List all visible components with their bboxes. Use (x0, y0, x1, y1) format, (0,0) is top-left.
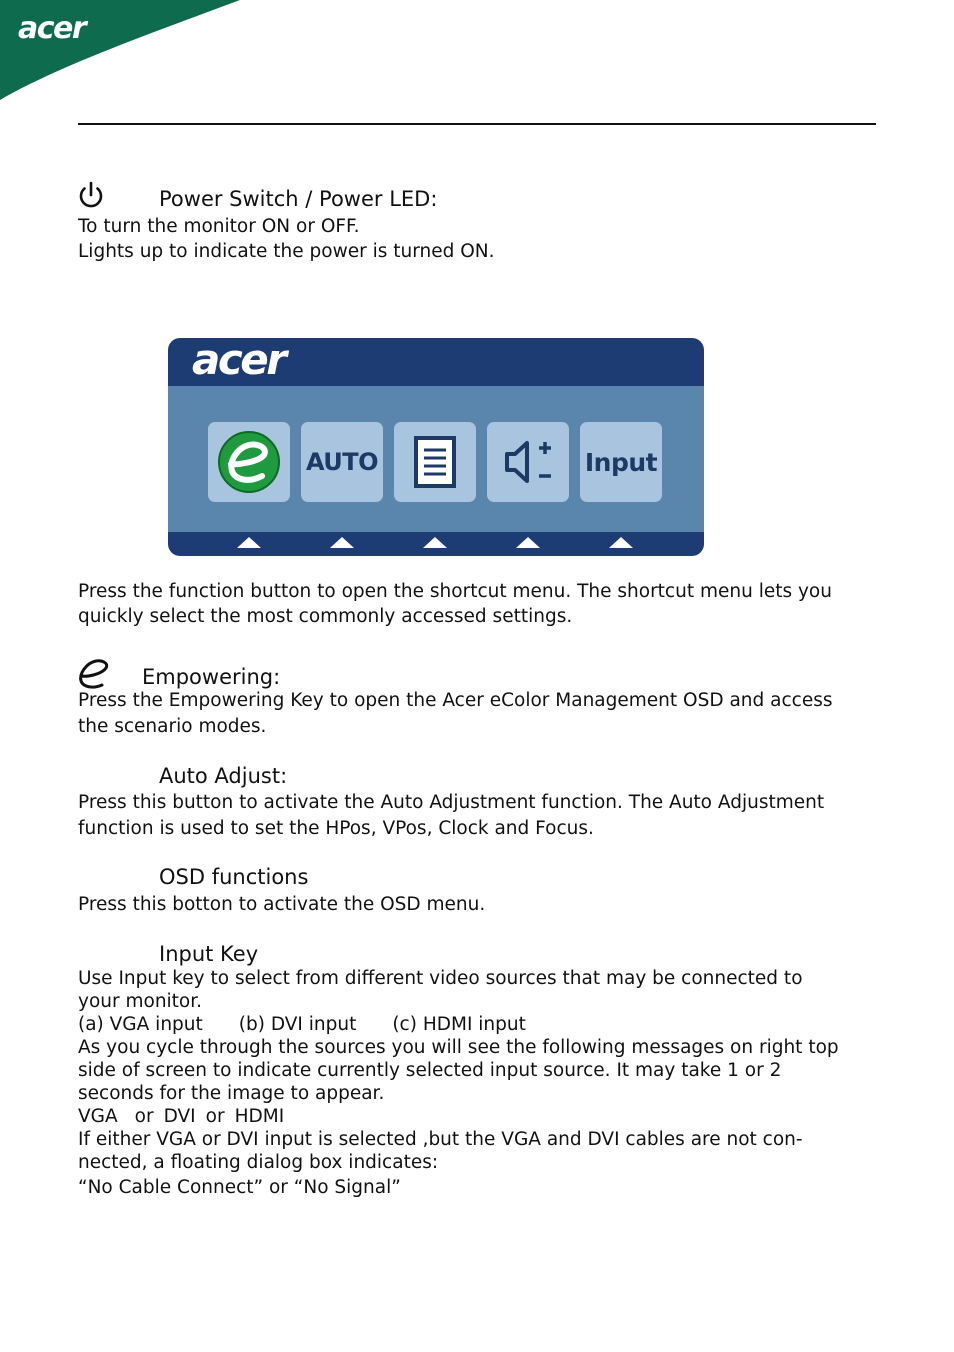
intro-line-2: quickly select the most commonly accessed settings. (78, 606, 573, 627)
input-key-line-8: “No Cable Connect” or “No Signal” (78, 1177, 401, 1198)
power-icon (76, 181, 106, 211)
auto-adjust-line-2: function is used to set the HPos, VPos, Clock and Focus. (78, 818, 594, 839)
empowering-key (208, 422, 290, 502)
input-options (78, 1013, 878, 1036)
input-key-line-5: seconds for the image to appear. (78, 1083, 385, 1104)
menu-list-icon (412, 435, 458, 489)
input-sources (78, 1105, 878, 1128)
input-key-line-4: side of screen to indicate currently selected input source. It may take 1 or 2 (78, 1060, 782, 1081)
input-option-hdmi: (c) HDMI input (392, 1014, 526, 1035)
arrow-up-icon (423, 537, 447, 548)
menu-key (394, 422, 476, 502)
power-line-1: To turn the monitor ON or OFF. (78, 216, 360, 237)
power-line-2: Lights up to indicate the power is turned ON. (78, 241, 495, 262)
auto-adjust-title: Auto Adjust: (159, 764, 288, 788)
source-vga: VGA (78, 1106, 118, 1127)
source-dvi: DVI (163, 1106, 196, 1127)
brand-logo: acer (18, 11, 86, 46)
header-rule (78, 123, 876, 125)
source-or-1: or (134, 1106, 154, 1127)
osd-functions-title: OSD functions (159, 865, 309, 889)
input-key-label: Input (584, 447, 658, 477)
input-key-title: Input Key (159, 942, 259, 966)
power-title: Power Switch / Power LED: (159, 187, 438, 211)
input-key-line-1: Use Input key to select from different video sources that may be connected to (78, 968, 803, 989)
input-key-line-6: If either VGA or DVI input is selected ,but the VGA and DVI cables are not con- (78, 1129, 803, 1150)
input-key-line-7: nected, a floating dialog box indicates: (78, 1152, 439, 1173)
empowering-title: Empowering: (142, 665, 281, 689)
brand-corner (0, 0, 260, 110)
auto-key-label: AUTO (305, 448, 379, 476)
osd-functions-line-1: Press this botton to activate the OSD menu. (78, 894, 486, 915)
auto-adjust-line-1: Press this button to activate the Auto Adjustment function. The Auto Adjustment (78, 792, 825, 813)
arrow-up-icon (609, 537, 633, 548)
arrow-up-icon (330, 537, 354, 548)
empowering-line-1: Press the Empowering Key to open the Acer eColor Management OSD and access (78, 690, 833, 711)
input-option-dvi: (b) DVI input (238, 1014, 357, 1035)
empowering-e-icon (217, 430, 281, 494)
input-key-line-2: your monitor. (78, 991, 203, 1012)
input-key (580, 422, 662, 502)
volume-key (487, 422, 569, 502)
auto-key (301, 422, 383, 502)
input-key-line-3: As you cycle through the sources you will see the following messages on right top (78, 1037, 839, 1058)
source-or-2: or (205, 1106, 225, 1127)
arrow-up-icon (237, 537, 261, 548)
empowering-e-icon (76, 658, 112, 690)
intro-line-1: Press the function button to open the shortcut menu. The shortcut menu lets you (78, 581, 832, 602)
source-hdmi: HDMI (234, 1106, 285, 1127)
arrow-up-icon (516, 537, 540, 548)
volume-icon (501, 436, 555, 488)
empowering-line-2: the scenario modes. (78, 716, 267, 737)
input-option-vga: (a) VGA input (78, 1014, 203, 1035)
osd-panel-logo: acer (192, 338, 285, 384)
